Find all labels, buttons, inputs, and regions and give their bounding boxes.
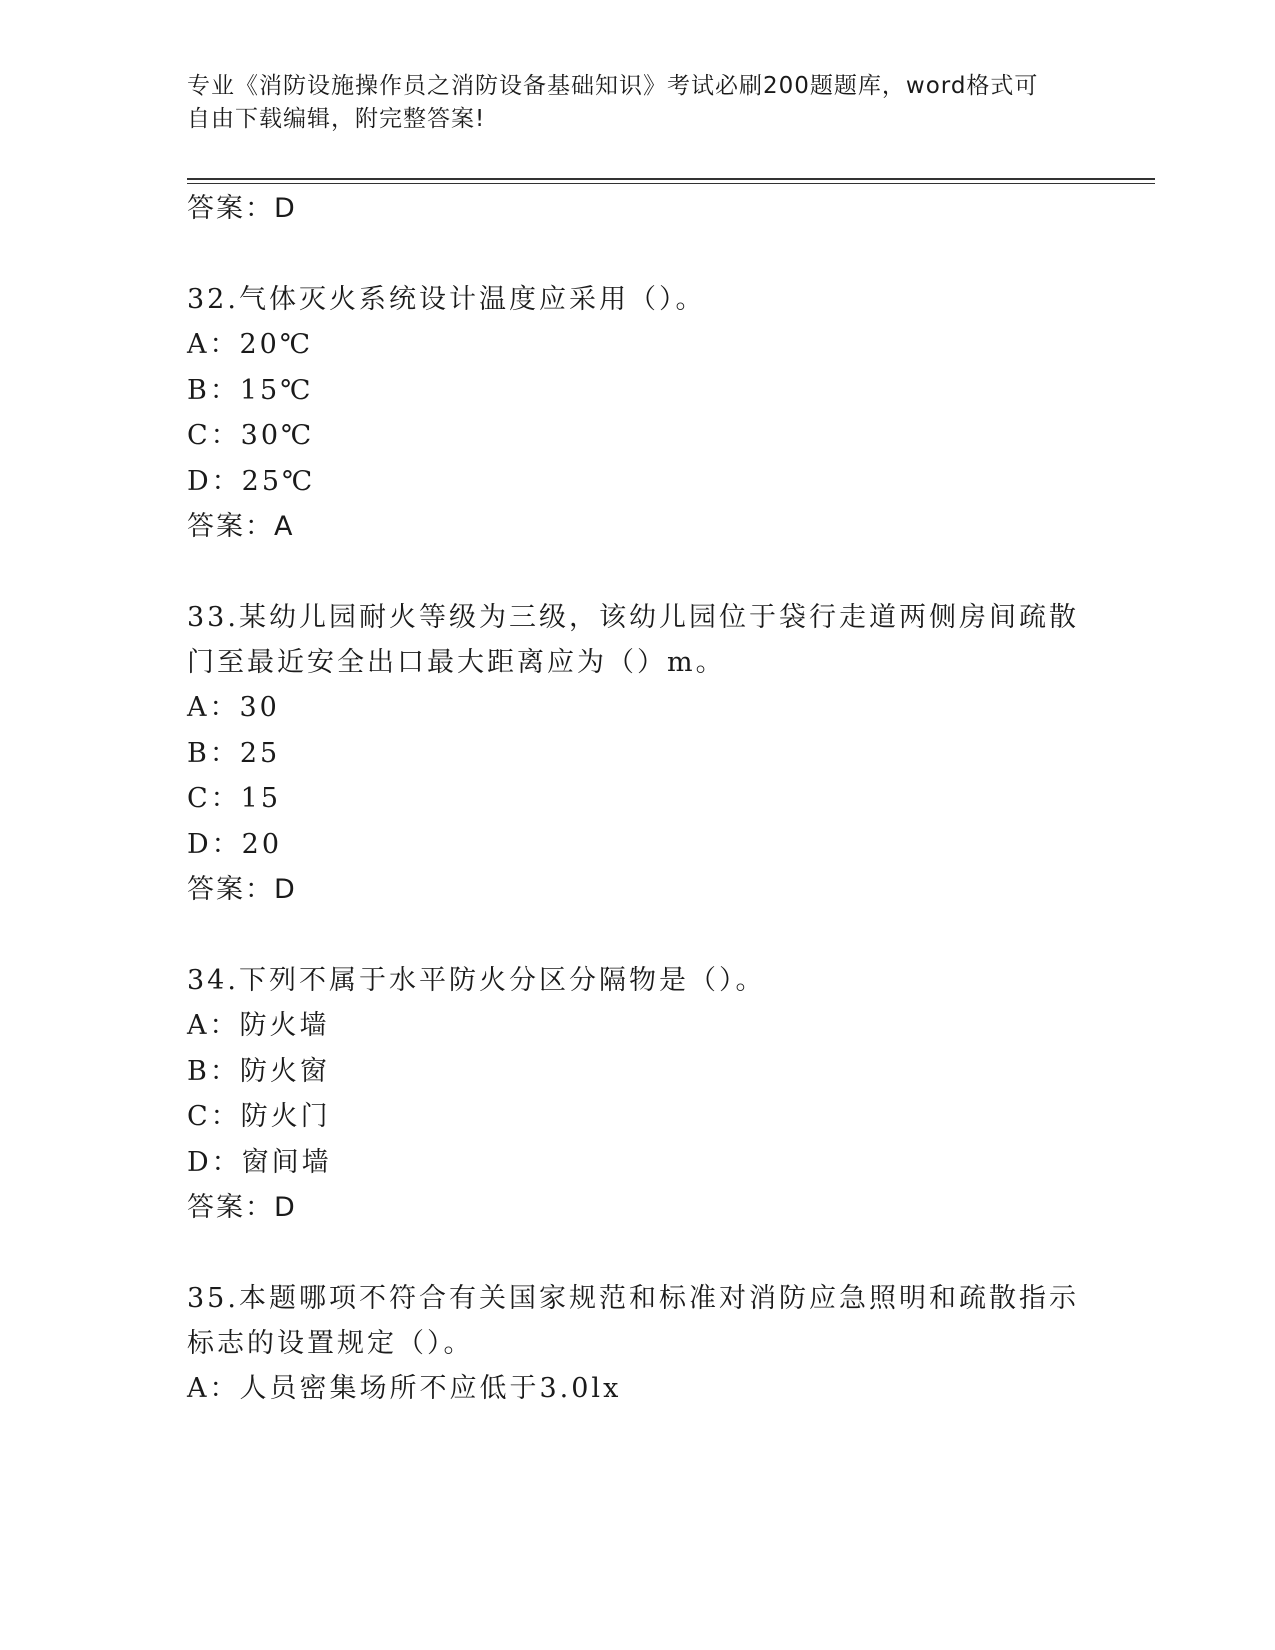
question-block	[187, 958, 1087, 1231]
option-d: D：20	[187, 828, 283, 860]
option-c: C：防火门	[187, 1101, 331, 1132]
option-b: B：25	[187, 737, 281, 769]
option-c: C：30℃	[187, 420, 315, 451]
option-a: A：人员密集场所不应低于3.0lx	[187, 1373, 622, 1404]
question-list	[187, 186, 1087, 1412]
option-a: A：防火墙	[187, 1010, 330, 1041]
answer-line: 答案：D	[187, 874, 297, 905]
option-d: D：窗间墙	[187, 1146, 332, 1178]
answer-line: 答案：D	[187, 1192, 297, 1223]
question-text: 32.气体灭火系统设计温度应采用（）。	[187, 284, 706, 315]
option-b: B：15℃	[187, 374, 314, 406]
option-b: B：防火窗	[187, 1055, 330, 1087]
document-header	[187, 70, 1067, 136]
header-line-2: 自由下载编辑，附完整答案!	[187, 106, 486, 132]
header-rule-bottom	[187, 183, 1155, 184]
question-block	[187, 595, 1087, 913]
answer-line: 答案：A	[187, 511, 295, 542]
option-a: A：20℃	[187, 329, 314, 360]
question-text: 33.某幼儿园耐火等级为三级，该幼儿园位于袋行走道两侧房间疏散门至最近安全出口最大距离应为（）m。	[187, 602, 1079, 678]
option-a: A：30	[187, 692, 280, 723]
header-rule-top	[187, 178, 1155, 180]
header-line-1: 专业《消防设施操作员之消防设备基础知识》考试必刷200题题库，word格式可	[187, 73, 1039, 99]
option-d: D：25℃	[187, 465, 316, 497]
question-block	[187, 277, 1087, 550]
option-c: C：15	[187, 783, 282, 814]
question-text: 34.下列不属于水平防火分区分隔物是（）。	[187, 965, 766, 996]
question-text: 35.本题哪项不符合有关国家规范和标准对消防应急照明和疏散指示标志的设置规定（）。	[187, 1283, 1079, 1359]
answer-line: 答案：D	[187, 193, 297, 224]
question-block	[187, 1276, 1087, 1412]
